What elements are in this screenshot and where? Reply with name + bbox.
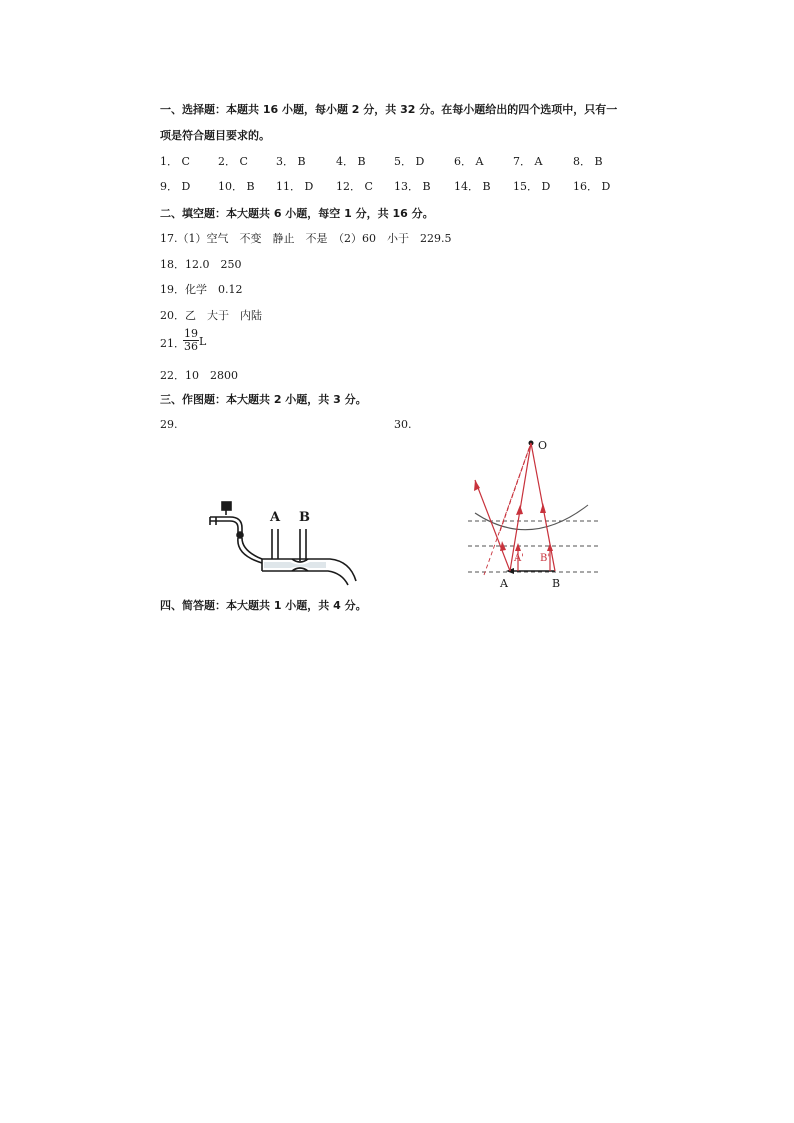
- fig30-label-a: A: [500, 577, 508, 590]
- fig30-label-b: B: [552, 577, 561, 590]
- answer-21-fraction: [183, 328, 199, 353]
- fraction-denominator: 36: [184, 340, 198, 353]
- fig29-label-b: B: [299, 510, 310, 525]
- choice-answer: 4． B: [336, 155, 366, 168]
- answer-20: 20．乙 大于 内陆: [160, 309, 262, 322]
- section3-title: 三、作图题：本大题共 2 小题，共 3 分。: [160, 393, 367, 406]
- answer-22: 22．10 2800: [160, 369, 238, 382]
- section4-title: 四、简答题：本大题共 1 小题，共 4 分。: [160, 599, 367, 612]
- choice-answer: 8． B: [573, 155, 603, 168]
- choice-answer: 13． B: [394, 180, 431, 193]
- choice-answer: 16． D: [573, 180, 611, 193]
- fraction-numerator: 19: [184, 327, 198, 340]
- figure-30-ray-diagram: [460, 435, 610, 595]
- choice-answer: 10． B: [218, 180, 255, 193]
- choice-answer: 1． C: [160, 155, 190, 168]
- answer-19: 19．化学 0.12: [160, 283, 243, 296]
- question-29-label: 29.: [160, 418, 178, 431]
- choice-answer: 7． A: [513, 155, 543, 168]
- choice-answer: 11． D: [276, 180, 314, 193]
- choice-answer: 5． D: [394, 155, 425, 168]
- fig30-label-a-image: A': [514, 553, 524, 564]
- answer-21-prefix: 21．: [160, 337, 185, 350]
- fig30-label-o: O: [538, 439, 548, 452]
- figure-29-faucet-pipe: [200, 495, 370, 595]
- section2-title: 二、填空题：本大题共 6 小题，每空 1 分，共 16 分。: [160, 207, 434, 220]
- choice-answer: 6． A: [454, 155, 484, 168]
- choice-answer: 3． B: [276, 155, 306, 168]
- section1-title-line1: 一、选择题：本题共 16 小题，每小题 2 分，共 32 分。在每小题给出的四个选项中，只有一: [160, 103, 618, 116]
- question-30-label: 30.: [394, 418, 412, 431]
- section1-title-line2: 项是符合题目要求的。: [160, 129, 270, 142]
- choice-answer: 12． C: [336, 180, 373, 193]
- choice-answer: 9． D: [160, 180, 191, 193]
- answer-18: 18．12.0 250: [160, 258, 242, 271]
- choice-answer: 2． C: [218, 155, 248, 168]
- fig29-label-a: A: [270, 510, 281, 525]
- choice-answer: 15． D: [513, 180, 551, 193]
- choice-answer: 14． B: [454, 180, 491, 193]
- answer-21-unit: L: [199, 335, 207, 348]
- fig30-label-b-image: B': [540, 553, 551, 564]
- answer-17: 17.（1）空气 不变 静止 不是 （2）60 小于 229.5: [160, 232, 452, 245]
